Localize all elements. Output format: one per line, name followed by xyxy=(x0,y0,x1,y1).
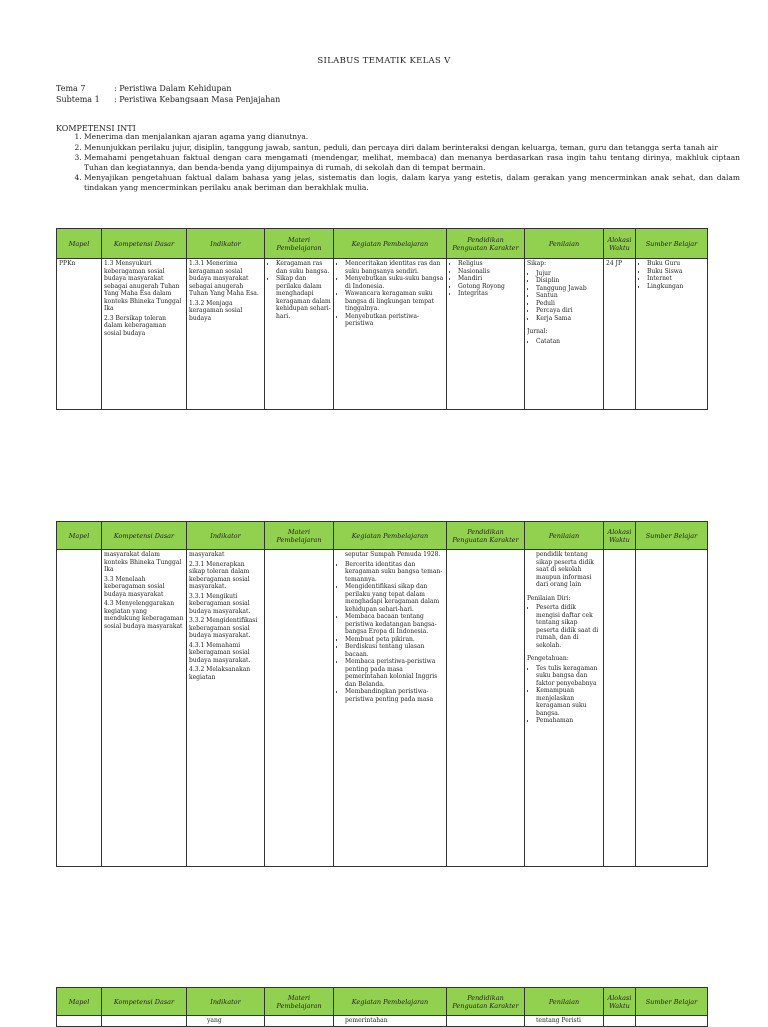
header-penilaian: Penilaian xyxy=(525,988,604,1016)
ki-item: 1. Menerima dan menjalankan ajaran agama yang dianutnya. xyxy=(84,132,740,142)
karakter-item: • Gotong Royong xyxy=(458,283,522,291)
cell-kegiatan xyxy=(336,260,444,408)
syllabus-table-1 xyxy=(56,228,708,410)
table-header-row xyxy=(57,522,708,550)
kegiatan-lead: seputar Sumpah Pemuda 1928. xyxy=(345,551,441,558)
cell-karakter xyxy=(449,260,522,408)
table-header-row xyxy=(57,988,708,1016)
kd-item: 3.3 Menelaah keberagaman sosial budaya masyarakat xyxy=(104,575,165,598)
sumber-item: • Lingkungan xyxy=(647,283,705,291)
penilaian-item: • Peserta didik mengisi daftar cek tentang sikap peserta didik saat di rumah, dan di sekolah. xyxy=(536,604,601,649)
header-mapel: Mapel xyxy=(57,229,102,259)
penilaian-diri-heading: Penilaian Diri: xyxy=(527,594,571,602)
cell-kd xyxy=(104,551,184,865)
header-karakter: Pendidikan Penguatan Karakter xyxy=(447,229,525,259)
cell-indikator xyxy=(189,551,262,865)
indikator-item: masyarakat xyxy=(189,551,225,558)
indikator-item: 1.3.1 Menerima keragaman sosial budaya masyarakat sebagai anugerah Tuhan Yang Maha Esa. xyxy=(189,260,259,297)
kegiatan-item: • Membaca bacaan tentang peristiwa kedatangan bangsa-bangsa Eropa di Indonesia. xyxy=(345,613,444,636)
header-alokasi: Alokasi Waktu xyxy=(604,522,636,550)
cell-indikator xyxy=(189,260,262,408)
cell-sumber xyxy=(638,551,705,865)
table-header-row xyxy=(57,229,708,259)
cell-mapel: PPKn xyxy=(59,260,76,267)
header-indikator: Indikator xyxy=(187,229,265,259)
meta-subtema: Subtema 1 : Peristiwa Kebangsaan Masa Penjajahan xyxy=(56,95,281,104)
cell-indikator: yang xyxy=(207,1017,222,1024)
kd-item: 4.3 Menyelenggarakan kegiatan yang mendukung keberagaman sosial budaya masyarakat xyxy=(104,600,184,630)
kegiatan-item: • Berdiskusi tentang ulasan bacaan. xyxy=(345,643,444,658)
cell-kegiatan xyxy=(336,551,444,865)
kd-item: masyarakat dalam konteks Bhineka Tunggal Ika xyxy=(104,551,182,573)
kompetensi-inti-list xyxy=(56,132,740,193)
cell-kd xyxy=(104,260,184,408)
cell-sumber xyxy=(638,260,705,408)
table-row xyxy=(57,259,708,410)
cell-alokasi: 24 JP xyxy=(606,260,622,267)
kegiatan-item: • Membandingkan peristiwa-peristiwa penting pada masa xyxy=(345,688,444,703)
header-sumber: Sumber Belajar xyxy=(636,988,708,1016)
indikator-item: 4.3.2 Melaksanakan kegiatan xyxy=(189,666,251,681)
syllabus-table-2 xyxy=(56,521,708,867)
table-row xyxy=(57,1016,708,1027)
cell-materi xyxy=(267,551,331,865)
sumber-item: • Buku Siswa xyxy=(647,268,705,276)
syllabus-table-3 xyxy=(56,987,708,1027)
penilaian-item: • Percaya diri xyxy=(536,307,601,315)
ki-item: 4. Menyajikan pengetahuan faktual dalam bahasa yang jelas, sistematis dan logis, dalam karya yang estetis, dalam gerakan yang mencerminkan anak sehat, dan dalam tindakan yang mencerminkan perilaku anak beriman dan berakhlak mulia. xyxy=(84,173,740,192)
penilaian-lead: pendidik tentang sikap peserta didik saat di sekolah maupun informasi dari orang lain xyxy=(536,551,594,588)
header-kegiatan: Kegiatan Pembelajaran xyxy=(334,229,447,259)
pengetahuan-heading: Pengetahuan: xyxy=(527,655,569,662)
ki-item: 2. Menunjukkan perilaku jujur, disiplin, tanggung jawab, santun, peduli, dan percaya diri dalam berinteraksi dengan keluarga, teman, guru dan tetangga serta tanah air xyxy=(84,143,740,153)
jurnal-item: • Catatan xyxy=(536,338,601,346)
kegiatan-item: • Menceritakan identitas ras dan suku bangsanya sendiri. xyxy=(345,260,444,275)
indikator-item: 3.3.1 Mengikuti keberagaman sosial budaya masyarakat. xyxy=(189,592,251,615)
kegiatan-item: • Membaca peristiwa-peristiwa penting pada masa pemerintahan kolonial Inggris dan Belanda. xyxy=(345,658,444,688)
header-kd: Kompetensi Dasar xyxy=(102,988,187,1016)
penilaian-heading: Sikap: xyxy=(527,260,547,267)
kegiatan-item: • Wawancara keragaman suku bangsa di lingkungan tempat tinggalnya. xyxy=(345,290,444,313)
kegiatan-item: • Bercerita identitas dan keragaman suku bangsa teman-temannya. xyxy=(345,561,444,584)
header-alokasi: Alokasi Waktu xyxy=(604,229,636,259)
penilaian-item: • Tanggung Jawab xyxy=(536,285,601,293)
header-sumber: Sumber Belajar xyxy=(636,229,708,259)
cell-kegiatan: pemerintahan xyxy=(345,1017,388,1024)
penilaian-item: • Kemampuan menjelaskan keragaman suku bangsa. xyxy=(536,687,601,717)
penilaian-item: • Tes tulis keragaman suku bangsa dan faktor penyebabnya xyxy=(536,665,601,688)
header-mapel: Mapel xyxy=(57,988,102,1016)
kompetensi-inti-heading: KOMPETENSI INTI xyxy=(56,124,136,133)
header-kd: Kompetensi Dasar xyxy=(102,229,187,259)
page-title: SILABUS TEMATIK KELAS V xyxy=(317,56,451,66)
indikator-item: 4.3.1 Memahami keberagaman sosial budaya masyarakat. xyxy=(189,641,251,664)
indikator-item: 1.3.2 Menjaga keragaman sosial budaya xyxy=(189,299,243,322)
karakter-item: • Mandiri xyxy=(458,275,522,283)
header-kegiatan: Kegiatan Pembelajaran xyxy=(334,522,447,550)
cell-karakter xyxy=(449,551,522,865)
cell-penilaian: tentang Peristi xyxy=(536,1017,581,1024)
kegiatan-item: • Mengidentifikasi sikap dan perilaku yang tepat dalam menghadapi keragaman dalam kehidupan sehari-hari. xyxy=(345,583,444,613)
penilaian-item: • Kerja Sama xyxy=(536,315,601,323)
kegiatan-item: • Menyebutkan suku-suku bangsa di Indonesia. xyxy=(345,275,444,290)
sumber-item: • Internet xyxy=(647,275,705,283)
cell-mapel xyxy=(59,551,99,865)
header-alokasi: Alokasi Waktu xyxy=(604,988,636,1016)
header-penilaian: Penilaian xyxy=(525,522,604,550)
header-kegiatan: Kegiatan Pembelajaran xyxy=(334,988,447,1016)
sumber-item: • Buku Guru xyxy=(647,260,705,268)
header-mapel: Mapel xyxy=(57,522,102,550)
header-indikator: Indikator xyxy=(187,988,265,1016)
indikator-item: 2.3.1 Menerapkan sikap toleran dalam keberagaman sosial masyarakat. xyxy=(189,560,250,590)
header-materi: Materi Pembelajaran xyxy=(265,988,334,1016)
cell-penilaian xyxy=(527,551,601,865)
header-penilaian: Penilaian xyxy=(525,229,604,259)
header-sumber: Sumber Belajar xyxy=(636,522,708,550)
cell-penilaian xyxy=(527,260,601,408)
ki-item: 3. Memahami pengetahuan faktual dengan cara mengamati (mendengar, melihat, membaca) dan menanya berdasarkan rasa ingin tahu tentang dirinya, makhluk ciptaan Tuhan dan kegiatannya, dan benda-benda yang dijumpainya di rumah, di sekolah dan di tempat bermain. xyxy=(84,153,740,172)
materi-item: • Sikap dan perilaku dalam menghadapi keragaman dalam kehidupan sehari-hari. xyxy=(276,275,331,320)
materi-item: • Keragaman ras dan suku bangsa. xyxy=(276,260,331,275)
table-row xyxy=(57,550,708,867)
indikator-item: 3.3.2 Mengidentifikasi keberagaman sosial budaya masyarakat. xyxy=(189,617,258,639)
penilaian-item: • Pemahaman xyxy=(536,717,601,725)
penilaian-item: • Disiplin xyxy=(536,277,601,285)
karakter-item: • Integritas xyxy=(458,290,522,298)
cell-alokasi xyxy=(606,551,633,865)
penilaian-item: • Santun xyxy=(536,292,601,300)
kegiatan-item: • Menyebutkan peristiwa-peristiwa xyxy=(345,313,444,328)
meta-tema: Tema 7 : Peristiwa Dalam Kehidupan xyxy=(56,84,232,93)
header-materi: Materi Pembelajaran xyxy=(265,522,334,550)
cell-materi xyxy=(267,260,331,408)
penilaian-item: • Peduli xyxy=(536,300,601,308)
penilaian-item: • Jujur xyxy=(536,270,601,278)
header-karakter: Pendidikan Penguatan Karakter xyxy=(447,522,525,550)
karakter-item: • Religius xyxy=(458,260,522,268)
karakter-item: • Nasionalis xyxy=(458,268,522,276)
header-kd: Kompetensi Dasar xyxy=(102,522,187,550)
jurnal-heading: Jurnal: xyxy=(527,328,548,335)
header-karakter: Pendidikan Penguatan Karakter xyxy=(447,988,525,1016)
kegiatan-item: • Membuat peta pikiran. xyxy=(345,636,444,644)
header-indikator: Indikator xyxy=(187,522,265,550)
kd-item: 1.3 Mensyukuri keberagaman sosial budaya masyarakat sebagai anugerah Tuhan Yang Maha Esa dalam konteks Bhineka Tunggal Ika xyxy=(104,260,182,312)
header-materi: Materi Pembelajaran xyxy=(265,229,334,259)
kd-item: 2.3 Bersikap toleran dalam keberagaman sosial budaya xyxy=(104,314,167,337)
